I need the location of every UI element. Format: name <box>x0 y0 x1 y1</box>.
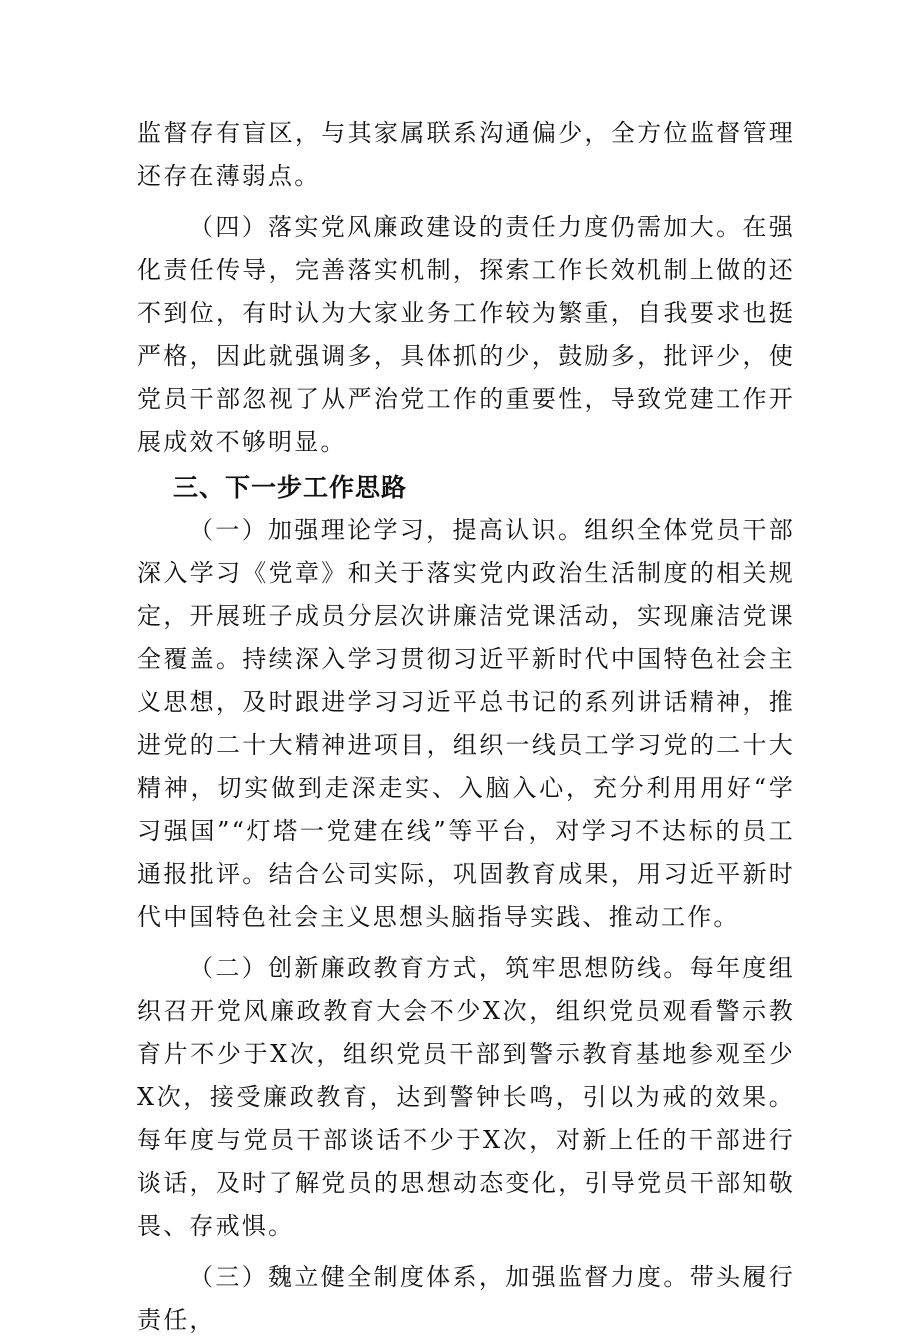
paragraph-continued-oversight: 监督存有盲区，与其家属联系沟通偏少，全方位监督管理还存在薄弱点。 <box>137 119 795 190</box>
document-body <box>137 112 795 1342</box>
paragraph-gap <box>137 1248 795 1256</box>
section-heading-next-steps: 三、下一步工作思路 <box>173 473 408 502</box>
paragraph-one-theory-study: （一）加强理论学习，提高认识。组织全体党员干部深入学习《党章》和关于落实党内政治生活制度的相关规定，开展班子成员分层次讲廉洁党课活动，实现廉洁党课全覆盖。持续深入学习贯彻习近平新时代中国特色社会主义思想，及时跟进学习习近平总书记的系列讲话精神，推进党的二十大精神进项目，组织一线员工学习党的二十大精神，切实做到走深走实、入脑入心，充分利用用好“学习强国”“灯塔一党建在线”等平台，对学习不达标的员工通报批评。结合公司实际，巩固教育成果，用习近平新时代中国特色社会主义思想头脑指导实践、推动工作。 <box>137 516 795 931</box>
paragraph-two-integrity-education: （二）创新廉政教育方式，筑牢思想防线。每年度组织召开党风廉政教育大会不少X次，组织党员观看警示教育片不少于X次，组织党员干部到警示教育基地参观至少X次，接受廉政教育，达到警钟长鸣，引以为戒的效果。每年度与党员干部谈话不少于X次，对新上任的干部进行谈话，及时了解党员的思想动态变化，引导党员干部知敬畏、存戒惧。 <box>137 954 795 1240</box>
paragraph-gap <box>137 939 795 947</box>
paragraph-gap <box>137 198 795 206</box>
paragraph-four-responsibility: （四）落实党风廉政建设的责任力度仍需加大。在强化责任传导，完善落实机制，探索工作长效机制上做的还不到位，有时认为大家业务工作较为繁重，自我要求也挺严格，因此就强调多，具体抓的少，鼓励多，批评少，使党员干部忽视了从严治党工作的重要性，导致党建工作开展成效不够明显。 <box>137 213 795 456</box>
paragraph-three-system-building: （三）魏立健全制度体系，加强监督力度。带头履行责任， <box>137 1263 795 1334</box>
